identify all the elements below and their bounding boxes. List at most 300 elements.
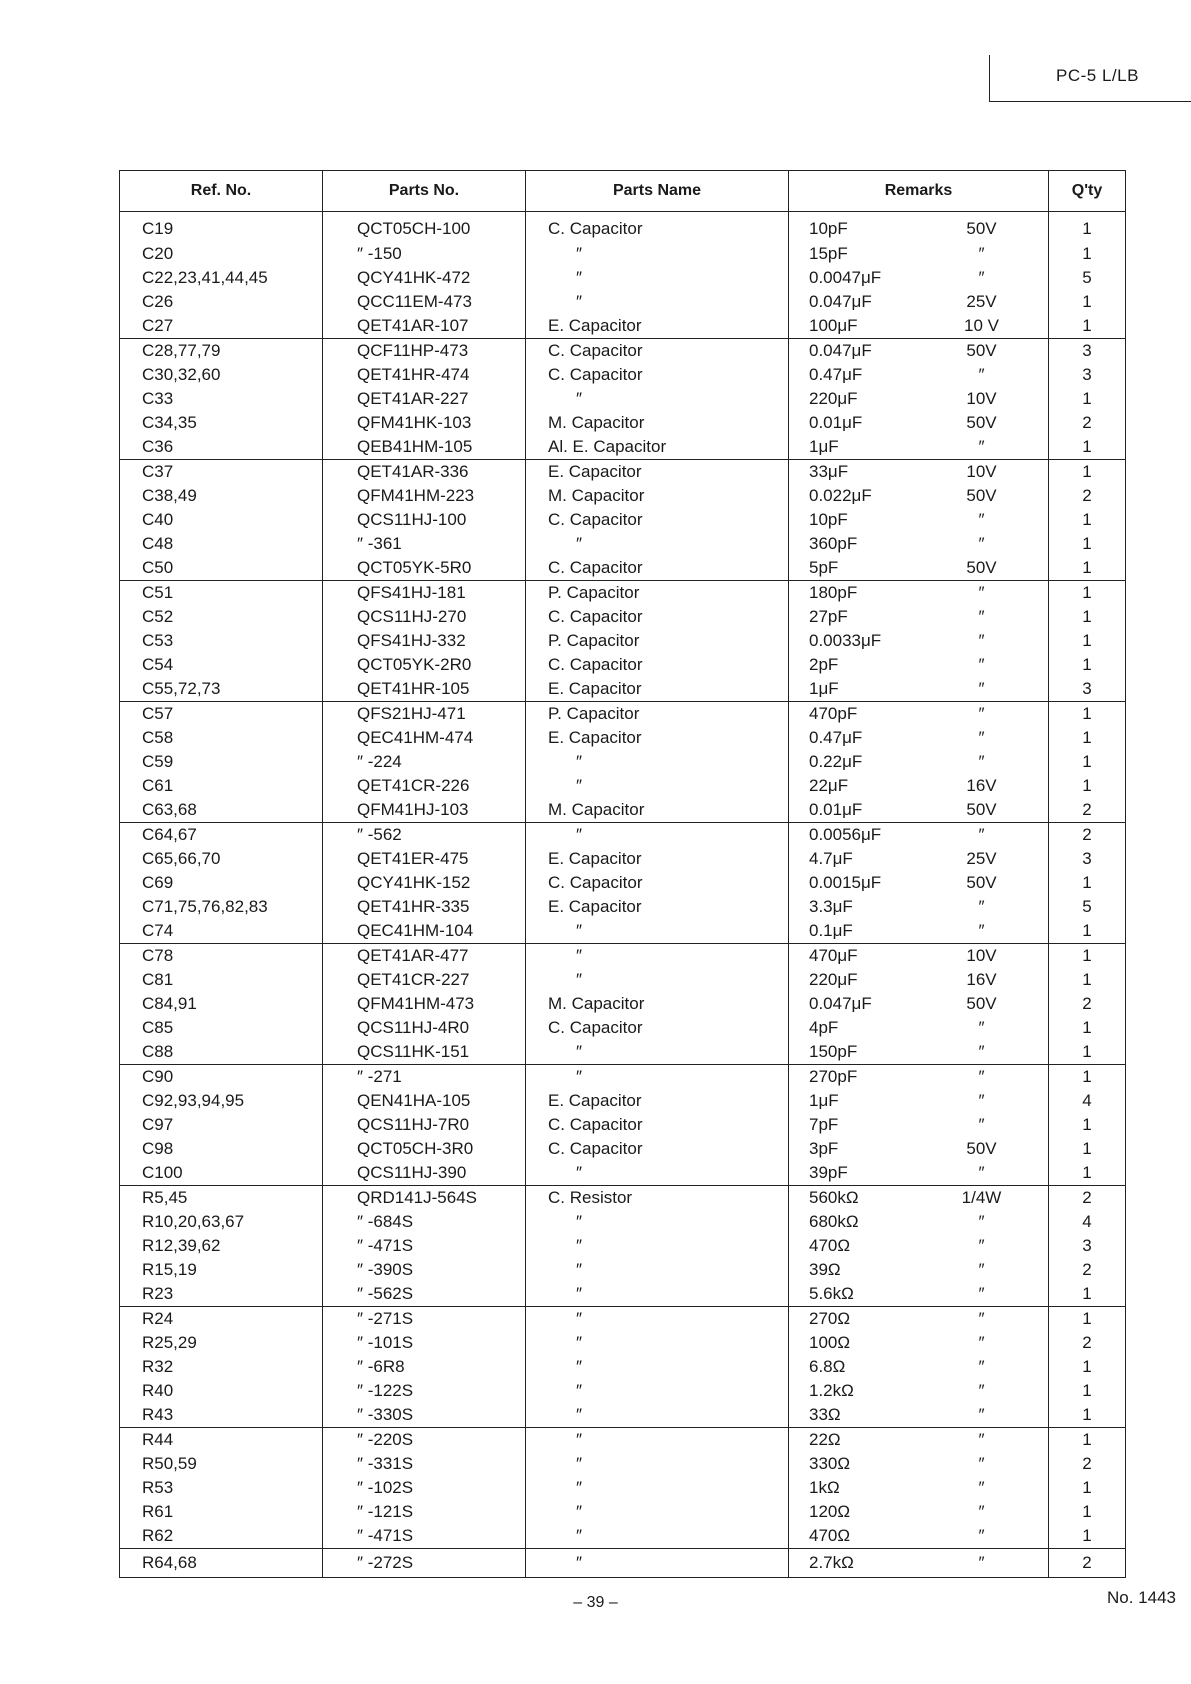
ref-no-cell: C84,91 — [120, 992, 323, 1016]
parts-no-cell: ″ -390S — [323, 1258, 526, 1282]
qty-cell: 1 — [1049, 1500, 1126, 1524]
remarks-cell — [789, 1186, 1049, 1211]
remarks-cell — [789, 484, 1049, 508]
parts-no-cell: QCS11HJ-270 — [323, 605, 526, 629]
remarks-rating: ″ — [978, 1236, 985, 1255]
remarks-rating: 10V — [966, 389, 997, 408]
remarks-value: 1kΩ — [809, 1478, 840, 1497]
remarks-rating: ″ — [978, 268, 985, 287]
remarks-rating: ″ — [978, 921, 985, 940]
ref-no-cell: R44 — [120, 1428, 323, 1453]
remarks-value: 120Ω — [809, 1502, 851, 1521]
parts-name-cell — [526, 605, 789, 629]
qty-cell: 1 — [1049, 968, 1126, 992]
remarks-value: 5.6kΩ — [809, 1284, 854, 1303]
ref-no-cell: C63,68 — [120, 798, 323, 823]
ref-no-cell: C36 — [120, 435, 323, 460]
parts-name-cell — [526, 653, 789, 677]
remarks-rating: ″ — [978, 1381, 985, 1400]
table-row — [120, 653, 1126, 677]
remarks-value: 100μF — [809, 316, 858, 335]
parts-name-text: C. Capacitor — [548, 510, 643, 529]
parts-name-cell — [526, 968, 789, 992]
parts-name-cell — [526, 895, 789, 919]
parts-no-cell: ″ -330S — [323, 1403, 526, 1428]
table-row — [120, 484, 1126, 508]
table-row — [120, 1549, 1126, 1578]
qty-cell: 1 — [1049, 774, 1126, 798]
remarks-cell — [789, 1500, 1049, 1524]
parts-no-cell: ″ -471S — [323, 1524, 526, 1549]
parts-no-cell: QET41CR-227 — [323, 968, 526, 992]
remarks-rating: 50V — [966, 800, 997, 819]
table-row — [120, 1331, 1126, 1355]
remarks-cell — [789, 1428, 1049, 1453]
remarks-cell — [789, 581, 1049, 606]
qty-cell: 2 — [1049, 798, 1126, 823]
parts-no-cell: QEC41HM-104 — [323, 919, 526, 944]
table-row — [120, 750, 1126, 774]
table-row — [120, 1258, 1126, 1282]
remarks-cell — [789, 774, 1049, 798]
table-row — [120, 290, 1126, 314]
remarks-rating: 16V — [966, 970, 997, 989]
parts-name-cell — [526, 1355, 789, 1379]
table-row — [120, 968, 1126, 992]
ref-no-cell: C20 — [120, 242, 323, 266]
parts-name-text: ″ — [575, 1236, 583, 1255]
qty-cell: 3 — [1049, 339, 1126, 364]
table-row — [120, 1210, 1126, 1234]
parts-name-cell — [526, 212, 789, 243]
qty-cell: 1 — [1049, 556, 1126, 581]
table-row — [120, 919, 1126, 944]
remarks-value: 1.2kΩ — [809, 1381, 854, 1400]
qty-cell: 1 — [1049, 871, 1126, 895]
table-row — [120, 508, 1126, 532]
parts-name-cell — [526, 1403, 789, 1428]
remarks-cell — [789, 1307, 1049, 1332]
ref-no-cell: R24 — [120, 1307, 323, 1332]
remarks-rating: ″ — [978, 1333, 985, 1352]
parts-name-cell — [526, 1282, 789, 1307]
qty-cell: 1 — [1049, 290, 1126, 314]
table-row — [120, 774, 1126, 798]
ref-no-cell: C30,32,60 — [120, 363, 323, 387]
qty-cell: 5 — [1049, 895, 1126, 919]
remarks-cell — [789, 1161, 1049, 1186]
remarks-cell — [789, 1476, 1049, 1500]
qty-cell: 1 — [1049, 653, 1126, 677]
parts-name-cell — [526, 774, 789, 798]
table-row — [120, 387, 1126, 411]
remarks-rating: ″ — [978, 752, 985, 771]
table-row — [120, 1428, 1126, 1453]
document-number: No. 1443 — [1107, 1588, 1176, 1607]
ref-no-cell: C71,75,76,82,83 — [120, 895, 323, 919]
parts-name-text: ″ — [575, 1478, 583, 1497]
ref-no-cell: C40 — [120, 508, 323, 532]
remarks-rating: 25V — [966, 849, 997, 868]
qty-cell: 5 — [1049, 266, 1126, 290]
remarks-cell — [789, 1089, 1049, 1113]
remarks-rating: ″ — [978, 1357, 985, 1376]
parts-name-cell — [526, 363, 789, 387]
parts-name-text: C. Capacitor — [548, 1115, 643, 1134]
parts-name-cell — [526, 726, 789, 750]
parts-no-cell: QEN41HA-105 — [323, 1089, 526, 1113]
ref-no-cell: R40 — [120, 1379, 323, 1403]
remarks-rating: ″ — [978, 244, 985, 263]
remarks-value: 15pF — [809, 244, 848, 263]
qty-cell: 2 — [1049, 823, 1126, 848]
parts-no-cell: QET41AR-107 — [323, 314, 526, 339]
remarks-cell — [789, 629, 1049, 653]
remarks-rating: ″ — [978, 655, 985, 674]
remarks-cell — [789, 363, 1049, 387]
qty-cell: 3 — [1049, 677, 1126, 702]
remarks-cell — [789, 702, 1049, 727]
ref-no-cell: C38,49 — [120, 484, 323, 508]
remarks-value: 2pF — [809, 655, 839, 674]
remarks-cell — [789, 919, 1049, 944]
remarks-cell — [789, 1452, 1049, 1476]
qty-cell: 1 — [1049, 460, 1126, 485]
remarks-cell — [789, 823, 1049, 848]
parts-no-cell: ″ -224 — [323, 750, 526, 774]
remarks-cell — [789, 944, 1049, 969]
parts-no-cell: ″ -272S — [323, 1549, 526, 1578]
parts-name-text: ″ — [575, 776, 583, 795]
remarks-rating: 10V — [966, 946, 997, 965]
remarks-rating: ″ — [978, 631, 985, 650]
parts-name-text: ″ — [575, 389, 583, 408]
remarks-value: 0.0056μF — [809, 825, 882, 844]
remarks-value: 27pF — [809, 607, 848, 626]
remarks-value: 100Ω — [809, 1333, 851, 1352]
remarks-cell — [789, 1137, 1049, 1161]
parts-name-text: E. Capacitor — [548, 316, 642, 335]
parts-name-text: C. Capacitor — [548, 365, 643, 384]
parts-name-text: ″ — [575, 1502, 583, 1521]
table-row — [120, 1452, 1126, 1476]
table-row — [120, 605, 1126, 629]
parts-no-cell: QET41HR-335 — [323, 895, 526, 919]
parts-name-cell — [526, 266, 789, 290]
qty-cell: 1 — [1049, 702, 1126, 727]
parts-name-cell — [526, 1524, 789, 1549]
remarks-rating: 1/4W — [961, 1188, 1002, 1207]
remarks-value: 470Ω — [809, 1526, 851, 1545]
table-row — [120, 871, 1126, 895]
remarks-value: 330Ω — [809, 1454, 851, 1473]
remarks-rating: 25V — [966, 292, 997, 311]
remarks-rating: ″ — [978, 1309, 985, 1328]
parts-name-text: ″ — [575, 1430, 583, 1449]
remarks-rating: ″ — [978, 1478, 985, 1497]
parts-no-cell: QCF11HP-473 — [323, 339, 526, 364]
parts-name-text: C. Capacitor — [548, 1139, 643, 1158]
remarks-cell — [789, 1524, 1049, 1549]
table-row — [120, 1282, 1126, 1307]
remarks-value: 0.01μF — [809, 413, 863, 432]
qty-cell: 1 — [1049, 532, 1126, 556]
remarks-rating: ″ — [978, 437, 985, 456]
parts-name-text: ″ — [575, 1553, 583, 1572]
parts-no-cell: QET41HR-474 — [323, 363, 526, 387]
remarks-value: 3.3μF — [809, 897, 853, 916]
ref-no-cell: C100 — [120, 1161, 323, 1186]
remarks-cell — [789, 1379, 1049, 1403]
qty-cell: 1 — [1049, 1355, 1126, 1379]
qty-cell: 1 — [1049, 212, 1126, 243]
remarks-rating: 50V — [966, 486, 997, 505]
parts-no-cell: QFS41HJ-332 — [323, 629, 526, 653]
remarks-value: 180pF — [809, 583, 858, 602]
qty-cell: 1 — [1049, 919, 1126, 944]
parts-name-cell — [526, 847, 789, 871]
parts-name-cell — [526, 1452, 789, 1476]
parts-name-text: ″ — [575, 1163, 583, 1182]
parts-name-text: ″ — [575, 292, 583, 311]
qty-cell: 2 — [1049, 1186, 1126, 1211]
remarks-cell — [789, 1113, 1049, 1137]
parts-no-cell: QCY41HK-152 — [323, 871, 526, 895]
ref-no-cell: C37 — [120, 460, 323, 485]
parts-no-cell: QRD141J-564S — [323, 1186, 526, 1211]
table-row — [120, 944, 1126, 969]
parts-no-cell: ″ -562S — [323, 1282, 526, 1307]
remarks-rating: ″ — [978, 1018, 985, 1037]
ref-no-cell: C34,35 — [120, 411, 323, 435]
parts-name-text: ″ — [575, 825, 583, 844]
parts-no-cell: QFM41HM-473 — [323, 992, 526, 1016]
remarks-cell — [789, 556, 1049, 581]
parts-name-cell — [526, 1500, 789, 1524]
remarks-cell — [789, 1040, 1049, 1065]
remarks-cell — [789, 871, 1049, 895]
parts-no-cell: QCC11EM-473 — [323, 290, 526, 314]
qty-cell: 3 — [1049, 363, 1126, 387]
parts-name-cell — [526, 677, 789, 702]
table-row — [120, 435, 1126, 460]
parts-name-cell — [526, 1379, 789, 1403]
remarks-value: 0.047μF — [809, 994, 872, 1013]
parts-name-text: ″ — [575, 1284, 583, 1303]
parts-name-text: C. Capacitor — [548, 1018, 643, 1037]
parts-name-cell — [526, 1234, 789, 1258]
ref-no-cell: C33 — [120, 387, 323, 411]
remarks-rating: 16V — [966, 776, 997, 795]
parts-name-cell — [526, 1016, 789, 1040]
parts-name-cell — [526, 919, 789, 944]
parts-name-text: C. Capacitor — [548, 558, 643, 577]
ref-no-cell: C27 — [120, 314, 323, 339]
parts-name-text: C. Capacitor — [548, 607, 643, 626]
remarks-value: 360pF — [809, 534, 858, 553]
parts-name-text: M. Capacitor — [548, 413, 645, 432]
table-row — [120, 266, 1126, 290]
ref-no-cell: R61 — [120, 1500, 323, 1524]
remarks-cell — [789, 314, 1049, 339]
ref-no-cell: C88 — [120, 1040, 323, 1065]
parts-name-cell — [526, 339, 789, 364]
remarks-value: 0.01μF — [809, 800, 863, 819]
parts-no-cell: ″ -150 — [323, 242, 526, 266]
parts-no-cell: ″ -121S — [323, 1500, 526, 1524]
parts-no-cell: QET41AR-477 — [323, 944, 526, 969]
remarks-value: 2.7kΩ — [809, 1553, 854, 1572]
table-row — [120, 1065, 1126, 1090]
remarks-value: 270pF — [809, 1067, 858, 1086]
col-header-ref-no: Ref. No. — [120, 171, 323, 212]
qty-cell: 1 — [1049, 1524, 1126, 1549]
table-row — [120, 1476, 1126, 1500]
remarks-value: 0.047μF — [809, 292, 872, 311]
ref-no-cell: C61 — [120, 774, 323, 798]
remarks-rating: ″ — [978, 679, 985, 698]
table-row — [120, 556, 1126, 581]
remarks-value: 3pF — [809, 1139, 839, 1158]
parts-no-cell: QCS11HJ-390 — [323, 1161, 526, 1186]
table-row — [120, 1016, 1126, 1040]
ref-no-cell: C69 — [120, 871, 323, 895]
parts-name-cell — [526, 1549, 789, 1578]
parts-name-cell — [526, 1428, 789, 1453]
remarks-rating: ″ — [978, 1502, 985, 1521]
qty-cell: 1 — [1049, 1307, 1126, 1332]
remarks-cell — [789, 339, 1049, 364]
remarks-value: 470Ω — [809, 1236, 851, 1255]
table-row — [120, 242, 1126, 266]
qty-cell: 1 — [1049, 1113, 1126, 1137]
table-row — [120, 212, 1126, 243]
ref-no-cell: R64,68 — [120, 1549, 323, 1578]
remarks-rating: 50V — [966, 994, 997, 1013]
table-row — [120, 798, 1126, 823]
remarks-rating: ″ — [978, 1115, 985, 1134]
ref-no-cell: C57 — [120, 702, 323, 727]
remarks-cell — [789, 1355, 1049, 1379]
remarks-rating: 50V — [966, 873, 997, 892]
remarks-cell — [789, 798, 1049, 823]
parts-name-cell — [526, 1113, 789, 1137]
remarks-value: 1μF — [809, 437, 839, 456]
parts-name-text: ″ — [575, 752, 583, 771]
parts-name-cell — [526, 1186, 789, 1211]
parts-name-text: ″ — [575, 1357, 583, 1376]
parts-no-cell: QEC41HM-474 — [323, 726, 526, 750]
parts-no-cell: QEB41HM-105 — [323, 435, 526, 460]
table-row — [120, 992, 1126, 1016]
ref-no-cell: C98 — [120, 1137, 323, 1161]
parts-no-cell: QFM41HJ-103 — [323, 798, 526, 823]
remarks-cell — [789, 266, 1049, 290]
remarks-value: 560kΩ — [809, 1188, 859, 1207]
ref-no-cell: R53 — [120, 1476, 323, 1500]
qty-cell: 1 — [1049, 508, 1126, 532]
table-row — [120, 1500, 1126, 1524]
remarks-cell — [789, 532, 1049, 556]
remarks-cell — [789, 1331, 1049, 1355]
qty-cell: 1 — [1049, 242, 1126, 266]
parts-no-cell: QCS11HJ-7R0 — [323, 1113, 526, 1137]
parts-name-text: C. Capacitor — [548, 873, 643, 892]
qty-cell: 1 — [1049, 944, 1126, 969]
remarks-value: 0.0033μF — [809, 631, 882, 650]
qty-cell: 4 — [1049, 1210, 1126, 1234]
parts-no-cell: ″ -331S — [323, 1452, 526, 1476]
parts-name-cell — [526, 1040, 789, 1065]
parts-name-cell — [526, 823, 789, 848]
parts-name-cell — [526, 581, 789, 606]
remarks-rating: ″ — [978, 607, 985, 626]
remarks-cell — [789, 242, 1049, 266]
remarks-cell — [789, 992, 1049, 1016]
qty-cell: 2 — [1049, 1452, 1126, 1476]
ref-no-cell: C52 — [120, 605, 323, 629]
ref-no-cell: R15,19 — [120, 1258, 323, 1282]
remarks-cell — [789, 290, 1049, 314]
table-row — [120, 339, 1126, 364]
remarks-rating: ″ — [978, 1284, 985, 1303]
col-header-parts-name: Parts Name — [526, 171, 789, 212]
remarks-value: 10pF — [809, 510, 848, 529]
parts-name-cell — [526, 290, 789, 314]
ref-no-cell: R25,29 — [120, 1331, 323, 1355]
parts-name-text: M. Capacitor — [548, 486, 645, 505]
remarks-value: 220μF — [809, 970, 858, 989]
remarks-cell — [789, 653, 1049, 677]
remarks-value: 0.0047μF — [809, 268, 882, 287]
ref-no-cell: R50,59 — [120, 1452, 323, 1476]
qty-cell: 1 — [1049, 605, 1126, 629]
remarks-rating: 50V — [966, 413, 997, 432]
remarks-rating: ″ — [978, 510, 985, 529]
table-row — [120, 702, 1126, 727]
remarks-cell — [789, 1234, 1049, 1258]
parts-name-text: ″ — [575, 1309, 583, 1328]
table-row — [120, 1524, 1126, 1549]
qty-cell: 4 — [1049, 1089, 1126, 1113]
parts-name-text: E. Capacitor — [548, 1091, 642, 1110]
parts-name-text: ″ — [575, 1454, 583, 1473]
remarks-rating: 50V — [966, 558, 997, 577]
qty-cell: 3 — [1049, 847, 1126, 871]
qty-cell: 2 — [1049, 1549, 1126, 1578]
ref-no-cell: C26 — [120, 290, 323, 314]
table-row — [120, 1355, 1126, 1379]
parts-name-text: ″ — [575, 1381, 583, 1400]
ref-no-cell: R12,39,62 — [120, 1234, 323, 1258]
remarks-value: 22Ω — [809, 1430, 841, 1449]
parts-name-cell — [526, 1258, 789, 1282]
parts-name-cell — [526, 1331, 789, 1355]
table-row — [120, 629, 1126, 653]
remarks-value: 0.47μF — [809, 728, 863, 747]
ref-no-cell: C48 — [120, 532, 323, 556]
table-row — [120, 1234, 1126, 1258]
qty-cell: 1 — [1049, 1476, 1126, 1500]
col-header-qty: Q'ty — [1049, 171, 1126, 212]
parts-name-cell — [526, 556, 789, 581]
parts-name-cell — [526, 702, 789, 727]
remarks-value: 4pF — [809, 1018, 839, 1037]
ref-no-cell: C90 — [120, 1065, 323, 1090]
parts-no-cell: QCY41HK-472 — [323, 266, 526, 290]
parts-name-cell — [526, 944, 789, 969]
table-row — [120, 363, 1126, 387]
